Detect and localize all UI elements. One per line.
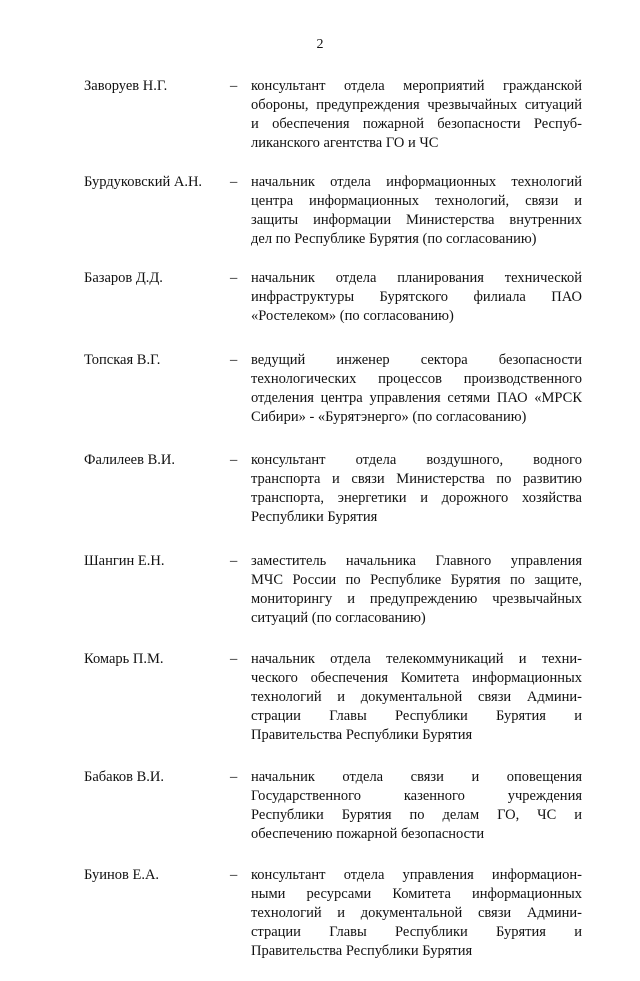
member-position — [251, 650, 582, 745]
member-position — [251, 768, 582, 844]
position-text-line: заместитель начальника Главного управления — [251, 553, 582, 569]
position-text-line: страции Главы Республики Бурятия и — [251, 708, 582, 724]
position-text-line: Сибири» - «Бурятэнерго» (по согласованию) — [251, 409, 527, 425]
dash-separator: – — [230, 553, 238, 569]
position-text-line: ческого обеспечения Комитета информационных — [251, 670, 582, 686]
position-text-line: Правительства Республики Бурятия — [251, 943, 473, 959]
position-text-line: консультант отдела мероприятий гражданской — [251, 78, 582, 94]
position-text-line: ликанского агентства ГО и ЧС — [251, 135, 439, 151]
member-name: Заворуев Н.Г. — [84, 78, 168, 94]
position-text-line: ными ресурсами Комитета информационных — [251, 886, 582, 902]
member-position — [251, 552, 582, 628]
position-text-line: центра информационных технологий, связи и — [251, 193, 582, 209]
position-text-line: отделения центра управления сетями ПАО «МРСК — [251, 390, 582, 406]
position-text-line: защиты информации Министерства внутренних — [251, 212, 582, 228]
member-entry — [0, 650, 640, 745]
member-name: Буинов Е.А. — [84, 867, 160, 883]
position-text-line: Правительства Республики Бурятия — [251, 727, 473, 743]
member-entry — [0, 866, 640, 961]
position-text-line: Республики Бурятия по делам ГО, ЧС и — [251, 807, 582, 823]
position-text-line: начальник отдела связи и оповещения — [251, 769, 582, 785]
position-text-line: консультант отдела воздушного, водного — [251, 452, 582, 468]
position-text-line: дел по Республике Бурятия (по согласованию) — [251, 231, 537, 247]
member-entry — [0, 552, 640, 628]
member-position — [251, 269, 582, 326]
member-entry — [0, 269, 640, 326]
member-position — [251, 866, 582, 961]
member-name: Базаров Д.Д. — [84, 270, 163, 286]
dash-separator: – — [230, 452, 238, 468]
position-text-line: обеспечению пожарной безопасности — [251, 826, 485, 842]
member-position — [251, 173, 582, 249]
committee-member-list — [0, 77, 640, 981]
position-text-line: транспорта и связи Министерства по развитию — [251, 471, 582, 487]
position-text-line: и обеспечения пожарной безопасности Респуб- — [251, 116, 582, 132]
member-position — [251, 351, 582, 427]
member-position — [251, 451, 582, 527]
position-text-line: начальник отдела планирования технической — [251, 270, 582, 286]
dash-separator: – — [230, 174, 238, 190]
position-text-line: ситуаций (по согласованию) — [251, 610, 426, 626]
position-text-line: начальник отдела телекоммуникаций и техни- — [251, 651, 582, 667]
position-text-line: консультант отдела управления информацион- — [251, 867, 582, 883]
position-text-line: технологических процессов производственного — [251, 371, 582, 387]
position-text-line: страции Главы Республики Бурятия и — [251, 924, 582, 940]
position-text-line: транспорта, энергетики и дорожного хозяйства — [251, 490, 582, 506]
position-text-line: технологий и документальной связи Админи- — [251, 689, 582, 705]
member-name: Фалилеев В.И. — [84, 452, 175, 468]
member-name: Бабаков В.И. — [84, 769, 164, 785]
dash-separator: – — [230, 78, 238, 94]
member-name: Топская В.Г. — [84, 352, 161, 368]
member-name: Комарь П.М. — [84, 651, 164, 667]
page-number: 2 — [316, 37, 324, 52]
member-name: Шангин Е.Н. — [84, 553, 165, 569]
position-text-line: Государственного казенного учреждения — [251, 788, 582, 804]
position-text-line: мониторингу и предупреждению чрезвычайных — [251, 591, 582, 607]
dash-separator: – — [230, 651, 238, 667]
position-text-line: технологий и документальной связи Админи- — [251, 905, 582, 921]
member-position — [251, 77, 582, 153]
position-text-line: инфраструктуры Бурятского филиала ПАО — [251, 289, 582, 305]
position-text-line: ведущий инженер сектора безопасности — [251, 352, 582, 368]
position-text-line: Республики Бурятия — [251, 509, 378, 525]
dash-separator: – — [230, 769, 238, 785]
member-entry — [0, 451, 640, 527]
dash-separator: – — [230, 270, 238, 286]
dash-separator: – — [230, 352, 238, 368]
position-text-line: обороны, предупреждения чрезвычайных ситуаций — [251, 97, 582, 113]
dash-separator: – — [230, 867, 238, 883]
member-name: Бурдуковский А.Н. — [84, 174, 203, 190]
member-entry — [0, 351, 640, 427]
member-entry — [0, 77, 640, 153]
member-entry — [0, 173, 640, 249]
position-text-line: начальник отдела информационных технологий — [251, 174, 582, 190]
member-entry — [0, 768, 640, 844]
position-text-line: «Ростелеком» (по согласованию) — [251, 308, 454, 324]
position-text-line: МЧС России по Республике Бурятия по защите, — [251, 572, 582, 588]
